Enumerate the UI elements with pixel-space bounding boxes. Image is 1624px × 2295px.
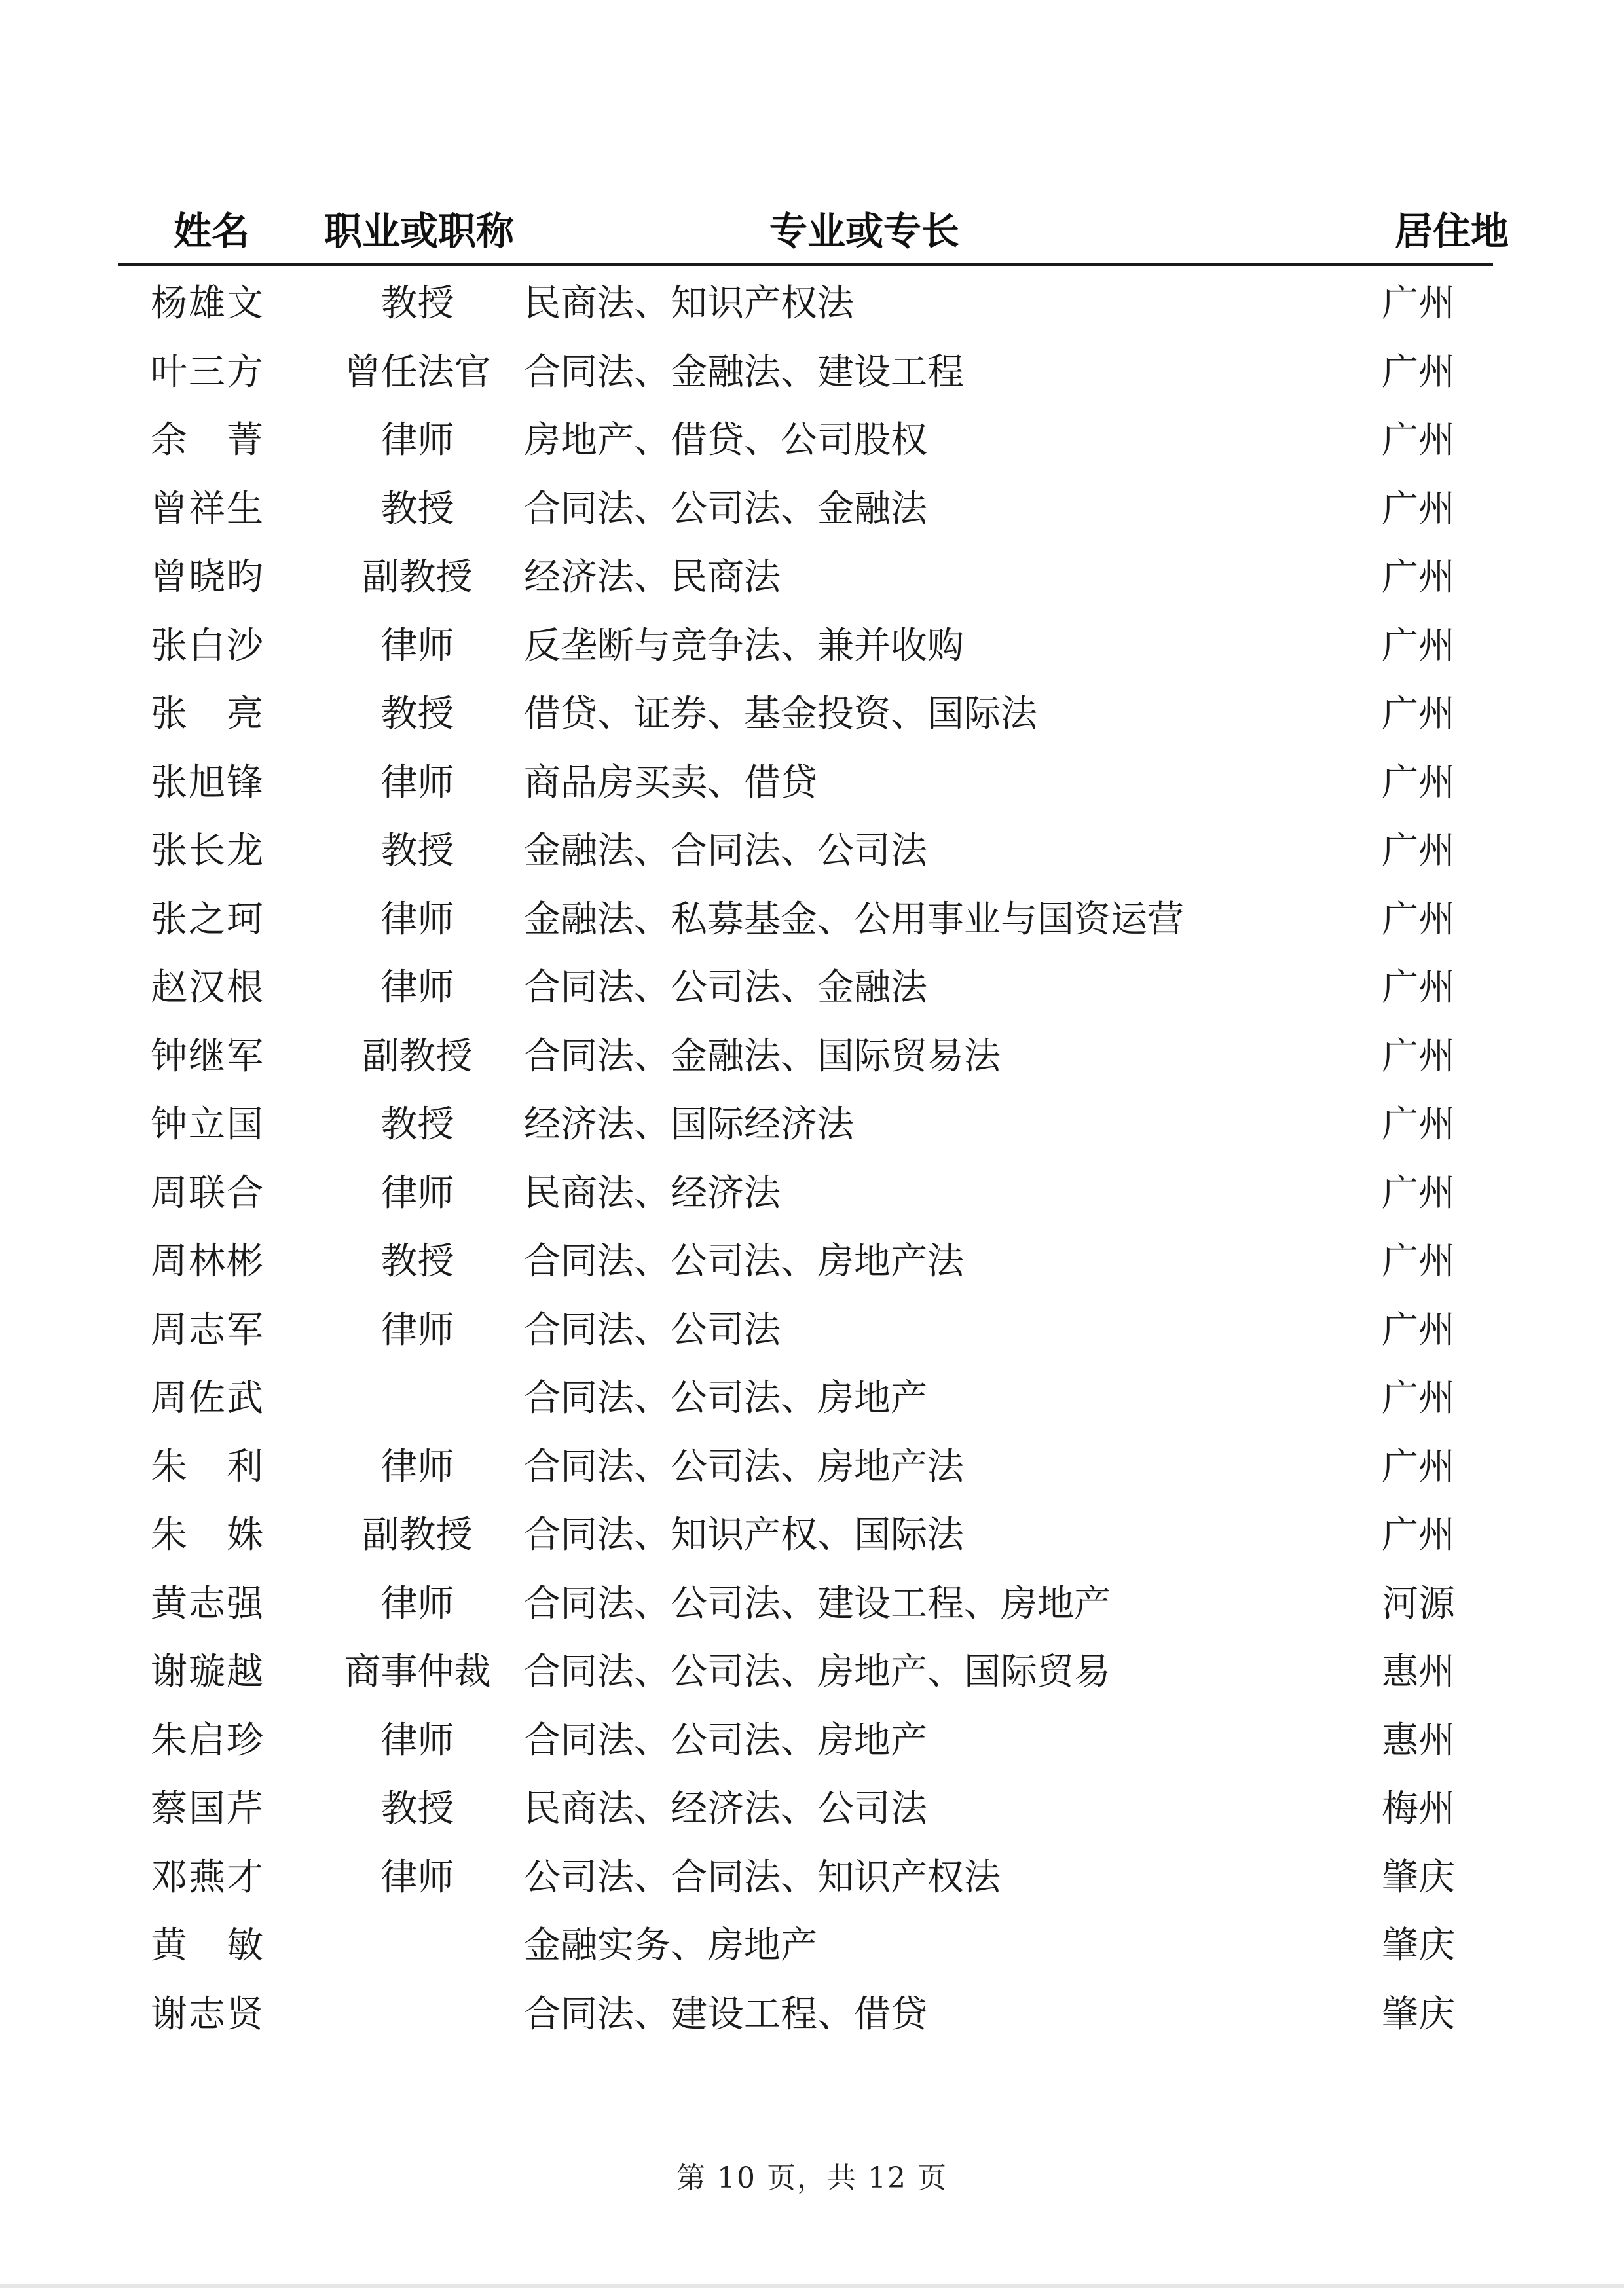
cell-residence: 广州 <box>1382 556 1455 599</box>
cell-title: 教授 <box>380 1788 454 1831</box>
header-name: 姓名 <box>118 172 298 265</box>
cell-residence: 广州 <box>1382 1171 1455 1215</box>
cell-specialty: 金融法、私募基金、公用事业与国资运营 <box>524 898 1184 941</box>
cell-name: 朱 利 <box>151 1445 265 1488</box>
cell-name: 周志军 <box>151 1308 265 1351</box>
table-body <box>118 265 1493 2046</box>
cell-name: 杨雄文 <box>151 282 265 325</box>
cell-name: 张长龙 <box>151 830 265 873</box>
cell-title: 教授 <box>380 282 454 325</box>
cell-residence: 惠州 <box>1382 1651 1455 1694</box>
table-header <box>118 172 1509 265</box>
table-row <box>118 335 1493 404</box>
cell-name: 钟继军 <box>151 1035 265 1078</box>
cell-specialty: 经济法、民商法 <box>524 556 781 599</box>
cell-name: 钟立国 <box>151 1103 265 1147</box>
cell-residence: 广州 <box>1382 419 1455 462</box>
cell-title: 曾任法官 <box>344 350 491 394</box>
cell-residence: 广州 <box>1382 1035 1455 1078</box>
cell-name: 周佐武 <box>151 1377 265 1420</box>
table-row <box>118 540 1493 609</box>
cell-name: 朱 姝 <box>151 1514 265 1557</box>
cell-title: 律师 <box>380 1308 454 1351</box>
table-row <box>118 746 1493 815</box>
cell-specialty: 民商法、经济法 <box>524 1171 781 1215</box>
cell-name: 谢志贤 <box>151 1992 265 2036</box>
cell-specialty: 借贷、证券、基金投资、国际法 <box>524 693 1037 736</box>
table-row <box>118 1498 1493 1567</box>
cell-name: 叶三方 <box>151 350 265 394</box>
cell-name: 朱启珍 <box>151 1719 265 1762</box>
cell-name: 曾晓昀 <box>151 556 265 599</box>
arbitrator-roster-table <box>118 172 1509 2046</box>
cell-residence: 广州 <box>1382 898 1455 941</box>
cell-specialty: 合同法、公司法 <box>524 1308 781 1351</box>
cell-title: 副教授 <box>362 1035 473 1078</box>
cell-specialty: 合同法、公司法、房地产 <box>524 1719 927 1762</box>
cell-title <box>298 1361 511 1430</box>
cell-name: 张旭锋 <box>151 761 265 804</box>
cell-residence: 广州 <box>1382 1240 1455 1283</box>
cell-specialty: 房地产、借贷、公司股权 <box>524 419 927 462</box>
cell-title: 律师 <box>380 1445 454 1488</box>
page-number: 第 10 页，共 12 页 <box>676 2161 948 2195</box>
table-row <box>118 1704 1493 1772</box>
cell-specialty: 反垄断与竞争法、兼并收购 <box>524 624 964 667</box>
cell-residence: 广州 <box>1382 693 1455 736</box>
cell-name: 张 亮 <box>151 693 265 736</box>
header-specialty: 专业或专长 <box>511 172 1297 265</box>
cell-title <box>298 1909 511 1977</box>
cell-residence: 广州 <box>1382 350 1455 394</box>
table-row <box>118 814 1493 883</box>
cell-residence: 广州 <box>1382 624 1455 667</box>
table-row <box>118 403 1493 472</box>
scan-edge-line <box>0 2284 1624 2288</box>
cell-specialty: 合同法、公司法、建设工程、房地产 <box>524 1582 1111 1625</box>
cell-specialty: 合同法、金融法、国际贸易法 <box>524 1035 1001 1078</box>
cell-residence: 梅州 <box>1382 1788 1455 1831</box>
cell-name: 赵汉根 <box>151 966 265 1010</box>
cell-residence: 广州 <box>1382 1308 1455 1351</box>
cell-specialty: 合同法、公司法、房地产、国际贸易 <box>524 1651 1111 1694</box>
cell-residence: 肇庆 <box>1382 1856 1455 1899</box>
header-residence: 居住地 <box>1297 172 1493 265</box>
cell-title: 教授 <box>380 487 454 530</box>
cell-specialty: 金融实务、房地产 <box>524 1924 817 1968</box>
cell-title: 律师 <box>380 898 454 941</box>
cell-specialty: 合同法、知识产权、国际法 <box>524 1514 964 1557</box>
cell-specialty: 合同法、公司法、金融法 <box>524 487 927 530</box>
cell-title: 律师 <box>380 1582 454 1625</box>
cell-specialty: 合同法、建设工程、借贷 <box>524 1992 927 2036</box>
cell-residence: 广州 <box>1382 1377 1455 1420</box>
cell-title: 教授 <box>380 693 454 736</box>
cell-title: 教授 <box>380 1103 454 1147</box>
cell-residence: 河源 <box>1382 1582 1455 1625</box>
table-row <box>118 677 1493 746</box>
cell-title: 律师 <box>380 624 454 667</box>
cell-residence: 肇庆 <box>1382 1992 1455 2036</box>
cell-name: 谢璇越 <box>151 1651 265 1694</box>
cell-specialty: 合同法、公司法、房地产法 <box>524 1240 964 1283</box>
table-row <box>118 1156 1493 1225</box>
table-row <box>118 1635 1493 1704</box>
table-row <box>118 1430 1493 1499</box>
header-row <box>118 172 1493 265</box>
cell-title: 律师 <box>380 1719 454 1762</box>
cell-title: 教授 <box>380 1240 454 1283</box>
header-title: 职业或职称 <box>298 172 511 265</box>
cell-name: 黄 敏 <box>151 1924 265 1968</box>
table-row <box>118 1224 1493 1293</box>
cell-name: 蔡国芹 <box>151 1788 265 1831</box>
cell-residence: 广州 <box>1382 761 1455 804</box>
table-row <box>118 951 1493 1019</box>
cell-name: 余 菁 <box>151 419 265 462</box>
cell-residence: 广州 <box>1382 1103 1455 1147</box>
cell-name: 周联合 <box>151 1171 265 1215</box>
cell-residence: 广州 <box>1382 1514 1455 1557</box>
table-row <box>118 1361 1493 1430</box>
table-row <box>118 1293 1493 1362</box>
cell-title: 副教授 <box>362 556 473 599</box>
cell-title: 律师 <box>380 966 454 1010</box>
cell-residence: 广州 <box>1382 830 1455 873</box>
cell-specialty: 合同法、公司法、房地产法 <box>524 1445 964 1488</box>
cell-specialty: 金融法、合同法、公司法 <box>524 830 927 873</box>
cell-specialty: 民商法、知识产权法 <box>524 282 854 325</box>
table-row <box>118 609 1493 678</box>
table-row <box>118 1909 1493 1977</box>
table-row <box>118 265 1493 335</box>
cell-specialty: 合同法、公司法、房地产 <box>524 1377 927 1420</box>
cell-residence: 肇庆 <box>1382 1924 1455 1968</box>
cell-specialty: 合同法、金融法、建设工程 <box>524 350 964 394</box>
table-row <box>118 883 1493 951</box>
cell-title: 律师 <box>380 1856 454 1899</box>
cell-specialty: 公司法、合同法、知识产权法 <box>524 1856 1001 1899</box>
cell-title: 律师 <box>380 1171 454 1215</box>
cell-residence: 广州 <box>1382 282 1455 325</box>
cell-name: 曾祥生 <box>151 487 265 530</box>
cell-title: 律师 <box>380 761 454 804</box>
cell-residence: 广州 <box>1382 487 1455 530</box>
table-row <box>118 1977 1493 2046</box>
cell-specialty: 经济法、国际经济法 <box>524 1103 854 1147</box>
cell-specialty: 合同法、公司法、金融法 <box>524 966 927 1010</box>
cell-title: 副教授 <box>362 1514 473 1557</box>
table-row <box>118 1841 1493 1909</box>
cell-title <box>298 1977 511 2046</box>
table-row <box>118 1088 1493 1156</box>
cell-specialty: 民商法、经济法、公司法 <box>524 1788 927 1831</box>
cell-name: 张之珂 <box>151 898 265 941</box>
cell-residence: 广州 <box>1382 966 1455 1010</box>
cell-title: 律师 <box>380 419 454 462</box>
cell-name: 邓燕才 <box>151 1856 265 1899</box>
cell-title: 教授 <box>380 830 454 873</box>
cell-name: 周林彬 <box>151 1240 265 1283</box>
cell-specialty: 商品房买卖、借贷 <box>524 761 817 804</box>
table-row <box>118 1772 1493 1841</box>
table-row <box>118 1567 1493 1636</box>
table-row <box>118 1019 1493 1088</box>
cell-residence: 广州 <box>1382 1445 1455 1488</box>
table-row <box>118 472 1493 541</box>
cell-title: 商事仲裁 <box>344 1651 491 1694</box>
cell-name: 张白沙 <box>151 624 265 667</box>
cell-residence: 惠州 <box>1382 1719 1455 1762</box>
cell-name: 黄志强 <box>151 1582 265 1625</box>
